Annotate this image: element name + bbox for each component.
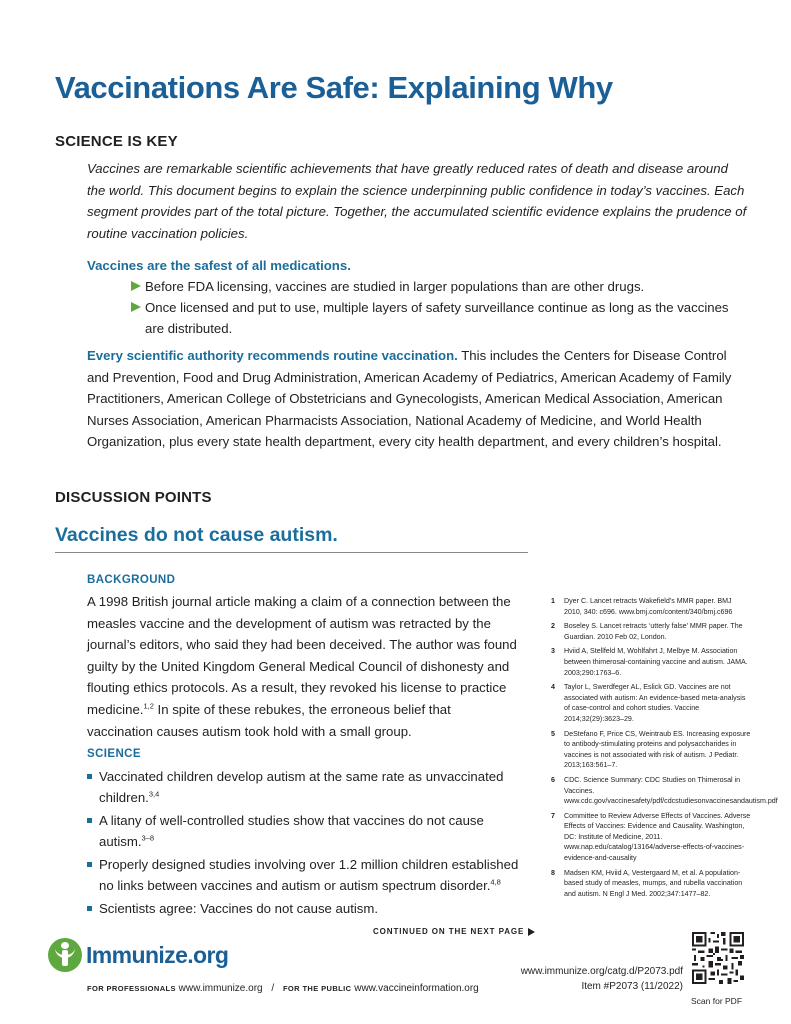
qr-code-icon[interactable] (692, 932, 744, 984)
list-item (87, 898, 522, 919)
immunize-logo (48, 938, 229, 978)
safest-bullet-text: Before FDA licensing, vaccines are studied in larger populations than are other drugs. (145, 279, 645, 294)
background-paragraph (87, 591, 517, 742)
logo-figure-icon (48, 938, 82, 972)
footer-links (87, 983, 479, 994)
citation-sup: 3,4 (148, 789, 160, 799)
item-number: Item #P2073 (11/2022) (581, 980, 683, 992)
reference-number: 2 (551, 622, 555, 631)
science-list (87, 766, 522, 921)
reference-text: CDC. Science Summary: CDC Studies on Thimerosal in Vaccines. www.cdc.gov/vaccinesafety/pdf/cdcstudiesonvaccinesandautism.pdf (564, 775, 778, 806)
list-item-text: Vaccinated children develop autism at the same rate as unvaccinated children. (99, 769, 504, 805)
reference-text: Taylor L, Swerdfeger AL, Eslick GD. Vaccines are not associated with autism: An evidence-based meta-analysis of case-control and cohort studies. Vaccine 2014;32(29):3623–29. (564, 683, 746, 723)
safest-bullet-text: Once licensed and put to use, multiple layers of safety surveillance continue as long as the vaccines are distributed. (145, 300, 729, 336)
reference-item (551, 646, 751, 678)
reference-number: 7 (551, 811, 555, 820)
background-text-2: In spite of these rebukes, the erroneous belief that vaccination causes autism took hold with a small group. (87, 701, 451, 739)
reference-number: 5 (551, 729, 555, 738)
public-link[interactable]: www.vaccineinformation.org (354, 983, 479, 994)
document-url[interactable]: www.immunize.org/catg.d/P2073.pdf (520, 966, 683, 977)
safest-heading: Vaccines are the safest of all medications. (87, 258, 351, 273)
reference-number: 6 (551, 775, 555, 784)
list-item (87, 854, 522, 896)
intro-paragraph: Vaccines are remarkable scientific achievements that have greatly reduced rates of death and disease around the world. This document begins to explain the science underpinning public confidence in today’s vaccines. Each segment provides part of the total picture. Together, the accumulated scientific evidence explains the prudence of routine vaccination policies. (87, 161, 747, 241)
reference-text: Committee to Review Adverse Effects of Vaccines. Adverse Effects of Vaccines: Evidence and Causality. Washington, DC: Institute of Medicine, 2011. www.nap.edu/catalog/13164/adverse-effects-of-vaccines-evidence-and-causality (564, 811, 751, 863)
continued-text: CONTINUED ON THE NEXT PAGE (373, 927, 525, 936)
citation-sup: 1,2 (143, 701, 154, 711)
list-item-text: Scientists agree: Vaccines do not cause autism. (99, 901, 379, 916)
reference-item (551, 682, 751, 724)
reference-number: 4 (551, 683, 555, 692)
public-label: FOR THE PUBLIC (282, 984, 352, 993)
reference-item (551, 729, 751, 771)
document-info (480, 965, 683, 994)
square-bullet-icon (87, 906, 92, 911)
reference-number: 8 (551, 868, 555, 877)
list-item (87, 810, 522, 852)
reference-item (551, 868, 751, 900)
square-bullet-icon (87, 862, 92, 867)
references-list (551, 596, 778, 903)
citation-sup: 4,8 (490, 877, 501, 887)
reference-text: Boseley S. Lancet retracts ‘utterly false’ MMR paper. The Guardian. 2010 Feb 02, London. (564, 622, 743, 641)
continued-notice (373, 927, 535, 936)
reference-item (551, 775, 778, 807)
arrow-bullet-icon (131, 302, 141, 312)
list-item (87, 766, 522, 808)
reference-item (551, 811, 751, 864)
arrow-bullet-icon (131, 281, 141, 291)
citation-sup: 3–8 (141, 833, 155, 843)
science-heading: SCIENCE (87, 748, 141, 760)
safest-bullet (131, 276, 751, 297)
science-is-key-heading: SCIENCE IS KEY (55, 133, 178, 150)
reference-text: Dyer C. Lancet retracts Wakefield’s MMR paper. BMJ 2010, 340: c696. www.bmj.com/content/340/bmj.c696 (564, 597, 733, 616)
reference-item (551, 621, 751, 642)
authority-lead: Every scientific authority recommends routine vaccination. (87, 348, 458, 363)
list-item-text: Properly designed studies involving over 1.2 million children established no links between vaccines and autism or autism spectrum disorder. (99, 857, 519, 893)
divider (55, 552, 528, 553)
play-arrow-icon (528, 928, 535, 936)
topic-title: Vaccines do not cause autism. (55, 524, 338, 546)
professionals-label: FOR PROFESSIONALS (87, 984, 176, 993)
background-heading: BACKGROUND (87, 574, 176, 586)
reference-number: 1 (551, 597, 555, 605)
reference-text: Madsen KM, Hviid A, Vestergaard M, et al. A population-based study of measles, mumps, and rubella vaccination and autism. N Engl J Med. 2002;347:1477–82. (564, 868, 743, 898)
authority-paragraph (87, 345, 752, 453)
qr-caption: Scan for PDF (691, 996, 743, 1006)
separator: / (271, 983, 275, 994)
square-bullet-icon (87, 818, 92, 823)
professionals-link[interactable]: www.immunize.org (178, 983, 263, 994)
list-item-text: A litany of well-controlled studies show that vaccines do not cause autism. (99, 813, 484, 849)
reference-item (551, 596, 751, 617)
authority-text: This includes the Centers for Disease Control and Prevention, Food and Drug Administration, American Academy of Pediatrics, American Academy of Family Practitioners, American College of Obstetricians and Gynecologists, American Medical Association, American Nurses Association, American Pharmacists Association, National Academy of Medicine, and World Health Organization, plus every state health department, every city health department, and every children’s hospital. (87, 348, 732, 449)
logo-text: Immunize.org (86, 942, 229, 968)
background-text: A 1998 British journal article making a claim of a connection between the measles vaccine and the development of autism was retracted by the journal’s editors, who said they had been deceived. The author was found guilty by the United Kingdom General Medical Council of dishonesty and flouting ethics protocols. As a result, they revoked his license to practice medicine. (87, 594, 517, 717)
reference-text: Hviid A, Stellfeld M, Wohlfahrt J, Melbye M. Association between thimerosal-containing vaccine and autism. JAMA. 2003;290:1763–6. (564, 647, 748, 677)
page-title: Vaccinations Are Safe: Explaining Why (55, 70, 613, 105)
square-bullet-icon (87, 774, 92, 779)
reference-text: DeStefano F, Price CS, Weintraub ES. Increasing exposure to antibody-stimulating proteins and polysaccharides in vaccines is not associated with risk of autism. J Pediatr. 2013;163:561–7. (564, 729, 751, 770)
safest-bullet (131, 297, 751, 339)
reference-number: 3 (551, 647, 555, 656)
discussion-points-heading: DISCUSSION POINTS (55, 489, 212, 506)
